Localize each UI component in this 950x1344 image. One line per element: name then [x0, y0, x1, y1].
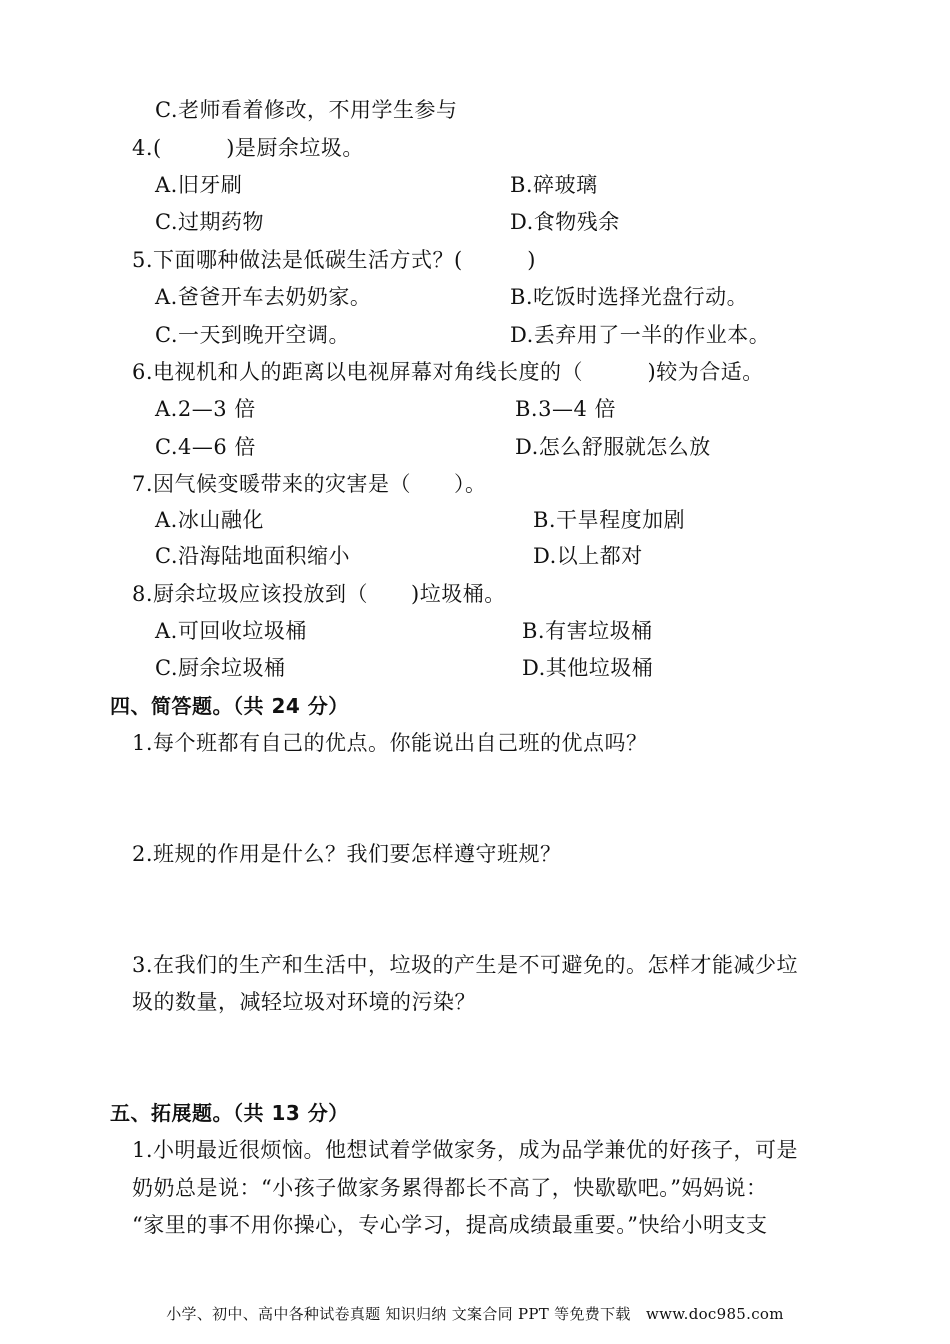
option-5a: A.爸爸开车去奶奶家。	[155, 285, 372, 309]
option-8b: B.有害垃圾桶	[522, 619, 653, 643]
question-5: 5.下面哪种做法是低碳生活方式？( )	[132, 248, 536, 272]
extension-1-line-2: 奶奶总是说：“小孩子做家务累得都长不高了，快歇歇吧。”妈妈说：	[132, 1176, 768, 1200]
option-6b: B.3—4 倍	[515, 397, 617, 421]
option-3c: C.老师看着修改，不用学生参与	[155, 98, 458, 122]
section-heading-4: 四、简答题。（共 24 分）	[110, 694, 349, 718]
option-7a: A.冰山融化	[155, 508, 264, 532]
question-4: 4.( )是厨余垃圾。	[132, 136, 364, 160]
option-8a: A.可回收垃圾桶	[155, 619, 307, 643]
question-7: 7.因气候变暖带来的灾害是（ ）。	[132, 472, 487, 496]
option-6c: C.4—6 倍	[155, 435, 256, 459]
extension-1-line-3: “家里的事不用你操心，专心学习，提高成绩最重要。”快给小明支支	[132, 1213, 768, 1237]
extension-1-line-1: 1.小明最近很烦恼。他想试着学做家务，成为品学兼优的好孩子，可是	[132, 1138, 799, 1162]
option-5d: D.丢弃用了一半的作业本。	[510, 323, 771, 347]
footer-watermark: 小学、初中、高中各种试卷真题 知识归纳 文案合同 PPT 等免费下载 www.doc985.com	[166, 1305, 784, 1323]
short-answer-3-line-2: 圾的数量，减轻垃圾对环境的污染？	[132, 990, 476, 1014]
option-7b: B.干旱程度加剧	[533, 508, 686, 532]
option-5c: C.一天到晚开空调。	[155, 323, 350, 347]
option-6d: D.怎么舒服就怎么放	[515, 435, 711, 459]
short-answer-2: 2.班规的作用是什么？我们要怎样遵守班规？	[132, 842, 562, 866]
option-4d: D.食物残余	[510, 210, 620, 234]
question-6: 6.电视机和人的距离以电视屏幕对角线长度的（ )较为合适。	[132, 360, 764, 384]
option-7c: C.沿海陆地面积缩小	[155, 544, 350, 568]
question-8: 8.厨余垃圾应该投放到（ )垃圾桶。	[132, 582, 506, 606]
option-4c: C.过期药物	[155, 210, 264, 234]
short-answer-3-line-1: 3.在我们的生产和生活中，垃圾的产生是不可避免的。怎样才能减少垃	[132, 953, 799, 977]
option-5b: B.吃饭时选择光盘行动。	[510, 285, 749, 309]
option-4a: A.旧牙刷	[155, 173, 243, 197]
option-4b: B.碎玻璃	[510, 173, 598, 197]
option-6a: A.2—3 倍	[155, 397, 256, 421]
option-8c: C.厨余垃圾桶	[155, 656, 286, 680]
option-8d: D.其他垃圾桶	[522, 656, 654, 680]
short-answer-1: 1.每个班都有自己的优点。你能说出自己班的优点吗？	[132, 731, 648, 755]
option-7d: D.以上都对	[533, 544, 643, 568]
section-heading-5: 五、拓展题。（共 13 分）	[110, 1101, 349, 1125]
